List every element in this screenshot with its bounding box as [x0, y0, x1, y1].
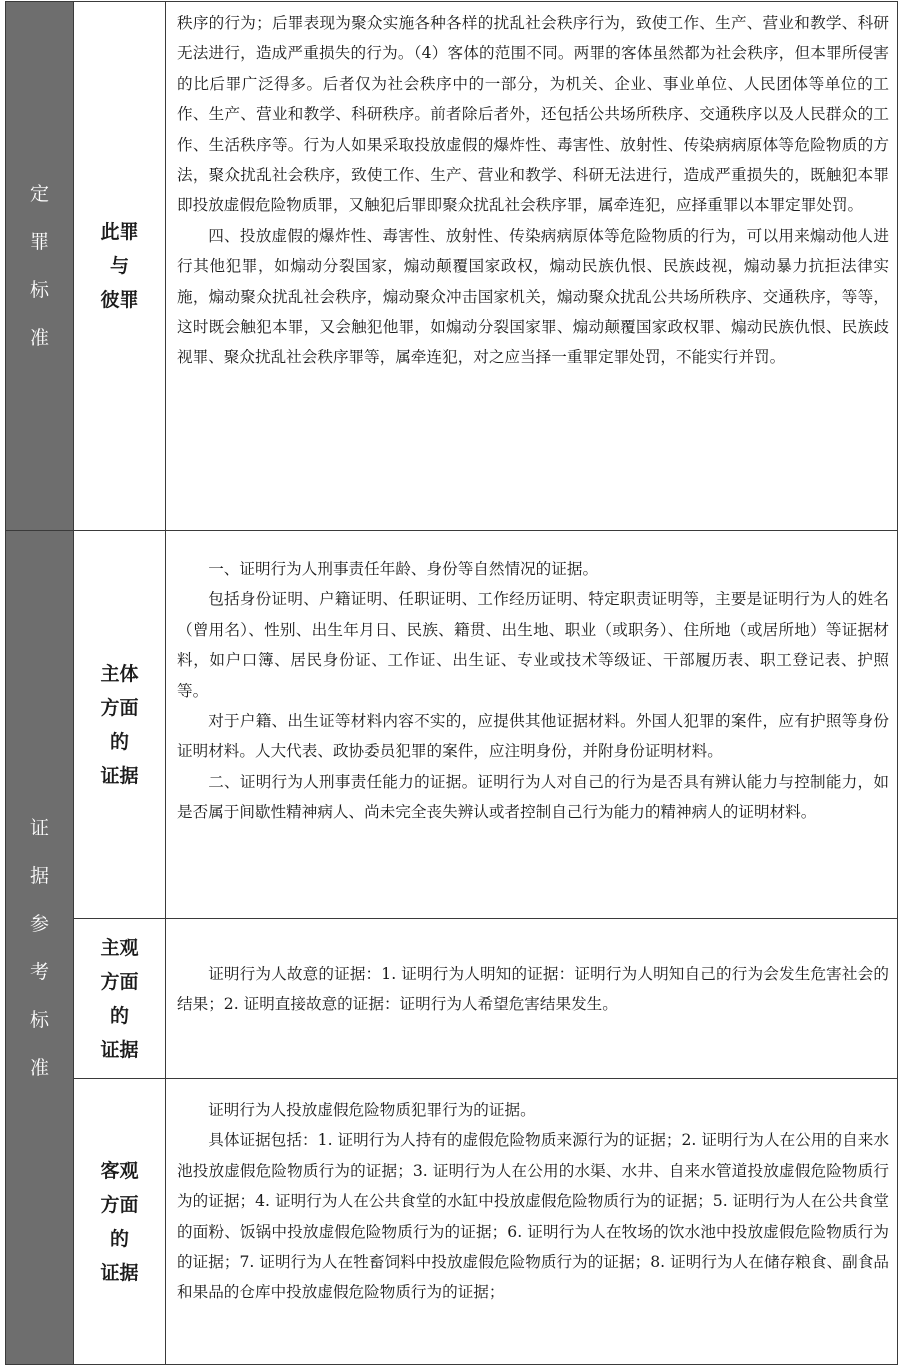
section-char: 罪 [29, 231, 49, 253]
paragraph: 二、证明行为人刑事责任能力的证据。证明行为人对自己的行为是否具有辨认能力与控制能力，如是否属于间歇性精神病人、尚未完全丧失辨认或者控制自己行为能力的精神病人的证明材料。 [177, 772, 889, 822]
paragraph: 包括身份证明、户籍证明、任职证明、工作经历证明、特定职责证明等，主要是证明行为人的姓名（曾用名）、性别、出生年月日、民族、籍贯、出生地、职业（或职务）、住所地（或居所地）等证据材料，如户口簿、居民身份证、工作证、出生证、专业或技术等级证、干部履历表、职工登记表、护照等。 [177, 590, 889, 700]
section-char: 参 [29, 912, 49, 935]
subheading-line: 证据 [100, 764, 139, 787]
section-char: 标 [29, 279, 49, 301]
subheading-line: 彼罪 [100, 289, 139, 311]
content-subject-evidence [166, 531, 898, 919]
subheading-line: 证据 [100, 1261, 139, 1284]
content-crime-comparison [166, 2, 898, 531]
table-row [6, 919, 898, 1079]
subheading-line: 方面 [100, 1193, 139, 1216]
section-char: 定 [29, 183, 49, 205]
subheading-line: 主体 [100, 662, 139, 685]
subheading-line: 的 [109, 1004, 129, 1027]
subheading-line: 的 [109, 1227, 129, 1250]
table-row [6, 1079, 898, 1365]
subheading-line: 的 [109, 730, 129, 753]
table-row [6, 2, 898, 531]
section-char: 标 [29, 1008, 49, 1031]
section-evidence-standard [6, 531, 74, 1365]
paragraph: 四、投放虚假的爆炸性、毒害性、放射性、传染病病原体等危险物质的行为，可以用来煽动他人进行其他犯罪，如煽动分裂国家，煽动颠覆国家政权，煽动民族仇恨、民族歧视，煽动暴力抗拒法律实施，煽动聚众扰乱社会秩序，煽动聚众冲击国家机关，煽动聚众扰乱公共场所秩序、交通秩序，等等，这时既会触犯本罪，又会触犯他罪，如煽动分裂国家罪、煽动颠覆国家政权罪、煽动民族仇恨、民族歧视罪、聚众扰乱社会秩序罪等，属牵连犯，对之应当择一重罪定罪处罚，不能实行并罚。 [177, 226, 889, 367]
subheading-line: 方面 [100, 696, 139, 719]
section-conviction-standard [6, 2, 74, 531]
section-char: 准 [29, 327, 49, 349]
subheading-line: 主观 [100, 936, 139, 959]
section-char: 考 [29, 960, 49, 983]
subheading-line: 证据 [100, 1038, 139, 1061]
paragraph: 证明行为人投放虚假危险物质犯罪行为的证据。 [208, 1101, 536, 1119]
subheading-objective-evidence [74, 1079, 166, 1365]
subheading-subjective-evidence [74, 919, 166, 1079]
content-objective-evidence [166, 1079, 898, 1365]
subheading-crime-comparison [74, 2, 166, 531]
section-char: 准 [29, 1056, 49, 1079]
subheading-line: 客观 [100, 1159, 139, 1182]
paragraph: 秩序的行为；后罪表现为聚众实施各种各样的扰乱社会秩序行为，致使工作、生产、营业和教学、科研无法进行，造成严重损失的行为。（4）客体的范围不同。两罪的客体虽然都为社会秩序，但本罪所侵害的比后罪广泛得多。后者仅为社会秩序中的一部分，为机关、企业、事业单位、人民团体等单位的工作、生产、营业和教学、科研秩序。前者除后者外，还包括公共场所秩序、交通秩序以及人民群众的工作、生活秩序等。行为人如果采取投放虚假的爆炸性、毒害性、放射性、传染病病原体等危险物质的方法，聚众扰乱社会秩序，致使工作、生产、营业和教学、科研无法进行，造成严重损失的，既触犯本罪即投放虚假危险物质罪，又触犯后罪即聚众扰乱社会秩序罪，属牵连犯，应择重罪以本罪定罪处罚。 [177, 14, 889, 215]
table-row [6, 531, 898, 919]
paragraph: 对于户籍、出生证等材料内容不实的，应提供其他证据材料。外国人犯罪的案件，应有护照等身份证明材料。人大代表、政协委员犯罪的案件，应注明身份，并附身份证明材料。 [177, 712, 889, 761]
section-char: 证 [29, 816, 49, 839]
subheading-subject-evidence [74, 531, 166, 919]
section-char: 据 [29, 864, 49, 887]
content-subjective-evidence [166, 919, 898, 1079]
subheading-line: 方面 [100, 970, 139, 993]
evidence-table [5, 1, 898, 1365]
paragraph: 具体证据包括：1. 证明行为人持有的虚假危险物质来源行为的证据；2. 证明行为人在公用的自来水池投放虚假危险物质行为的证据；3. 证明行为人在公用的水渠、水井、自来水管道投放虚假危险物质行为的证据；4. 证明行为人在公共食堂的水缸中投放虚假危险物质行为的证据；5. 证明行为人在公共食堂的面粉、饭锅中投放虚假危险物质行为的证据；6. 证明行为人在牧场的饮水池中投放虚假危险物质行为的证据；7. 证明行为人在牲畜饲料中投放虚假危险物质行为的证据；8. 证明行为人在储存粮食、副食品和果品的仓库中投放虚假危险物质行为的证据； [177, 1131, 889, 1302]
paragraph: 证明行为人故意的证据：1. 证明行为人明知的证据：证明行为人明知自己的行为会发生危害社会的结果；2. 证明直接故意的证据：证明行为人希望危害结果发生。 [177, 965, 889, 1014]
subheading-line: 与 [109, 255, 129, 277]
paragraph: 一、证明行为人刑事责任年龄、身份等自然情况的证据。 [208, 560, 599, 578]
subheading-line: 此罪 [100, 221, 139, 243]
